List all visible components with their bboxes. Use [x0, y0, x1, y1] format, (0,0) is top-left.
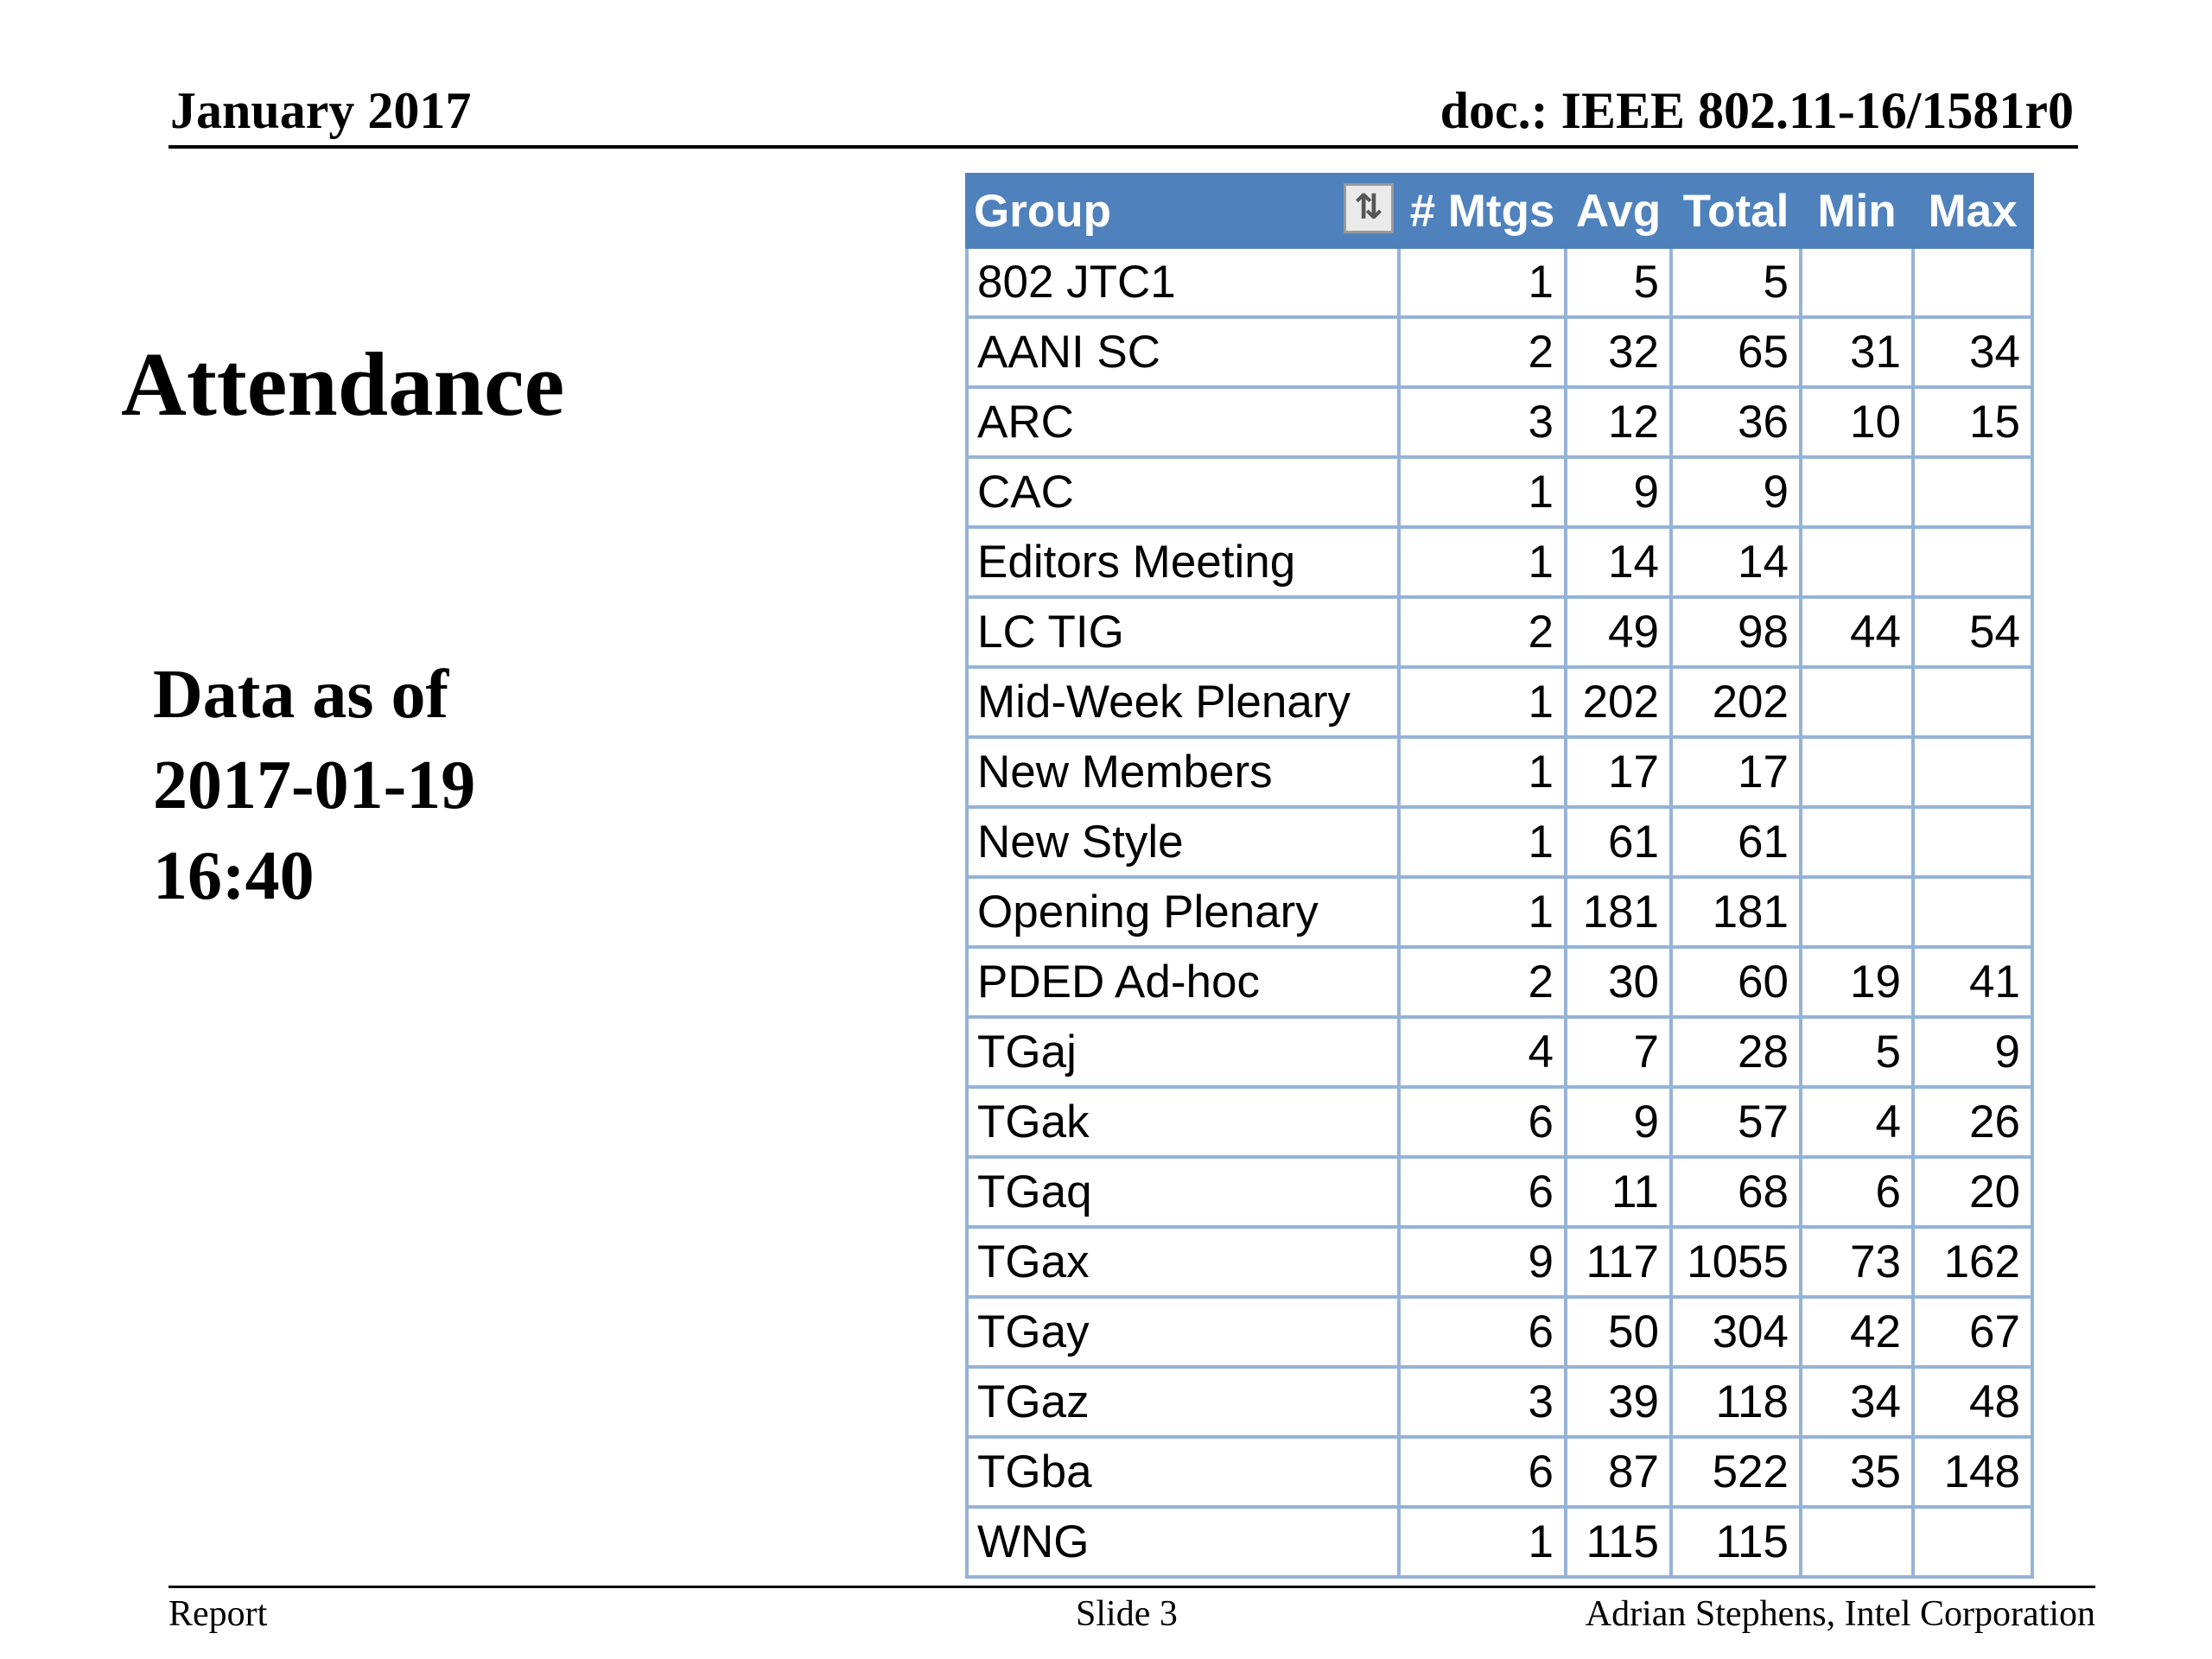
cell-avg: 5 [1566, 247, 1671, 317]
cell-group: 802 JTC1 [967, 247, 1399, 317]
footer-slide-number: Slide 3 [1076, 1594, 1178, 1634]
cell-group: New Members [967, 737, 1399, 807]
table-row [967, 807, 2032, 877]
cell-avg: 30 [1566, 947, 1671, 1017]
footer-rule [168, 1586, 2095, 1588]
footer-author: Adrian Stephens, Intel Corporation [1585, 1594, 2095, 1634]
cell-mtgs: 1 [1399, 527, 1566, 597]
cell-max: 162 [1913, 1227, 2032, 1297]
cell-max [1913, 737, 2032, 807]
header-rule [168, 145, 2078, 149]
cell-min [1801, 247, 1913, 317]
cell-mtgs: 3 [1399, 1367, 1566, 1437]
column-header-label: Group [974, 185, 1111, 237]
table-row [967, 737, 2032, 807]
cell-mtgs: 1 [1399, 247, 1566, 317]
cell-min: 31 [1801, 317, 1913, 387]
table-row [967, 1367, 2032, 1437]
filter-sort-icon[interactable]: ⇅ [1344, 183, 1394, 233]
column-header-group[interactable] [967, 175, 1399, 247]
cell-max: 20 [1913, 1157, 2032, 1227]
cell-min: 5 [1801, 1017, 1913, 1087]
table-row [967, 1507, 2032, 1577]
cell-group: TGaj [967, 1017, 1399, 1087]
cell-mtgs: 2 [1399, 317, 1566, 387]
cell-mtgs: 6 [1399, 1437, 1566, 1507]
cell-min [1801, 877, 1913, 947]
cell-mtgs: 1 [1399, 877, 1566, 947]
cell-group: WNG [967, 1507, 1399, 1577]
cell-min: 4 [1801, 1087, 1913, 1157]
cell-total: 98 [1671, 597, 1801, 667]
cell-group: ARC [967, 387, 1399, 457]
data-as-of-line: Data as of [153, 657, 449, 733]
cell-max [1913, 527, 2032, 597]
cell-min [1801, 737, 1913, 807]
cell-max: 41 [1913, 947, 2032, 1017]
cell-total: 57 [1671, 1087, 1801, 1157]
cell-avg: 50 [1566, 1297, 1671, 1367]
cell-total: 60 [1671, 947, 1801, 1017]
cell-total: 9 [1671, 457, 1801, 527]
cell-mtgs: 4 [1399, 1017, 1566, 1087]
cell-max [1913, 247, 2032, 317]
cell-min: 73 [1801, 1227, 1913, 1297]
cell-group: TGba [967, 1437, 1399, 1507]
table-row [967, 947, 2032, 1017]
cell-max [1913, 807, 2032, 877]
cell-avg: 61 [1566, 807, 1671, 877]
cell-mtgs: 9 [1399, 1227, 1566, 1297]
cell-avg: 32 [1566, 317, 1671, 387]
cell-group: Opening Plenary [967, 877, 1399, 947]
attendance-table [965, 173, 2034, 1579]
cell-min: 6 [1801, 1157, 1913, 1227]
cell-total: 28 [1671, 1017, 1801, 1087]
cell-max [1913, 1507, 2032, 1577]
table-row [967, 1227, 2032, 1297]
cell-min [1801, 807, 1913, 877]
cell-min: 10 [1801, 387, 1913, 457]
header-date: January 2017 [170, 82, 472, 139]
cell-total: 304 [1671, 1297, 1801, 1367]
cell-max: 15 [1913, 387, 2032, 457]
table-row [967, 1087, 2032, 1157]
cell-mtgs: 1 [1399, 667, 1566, 737]
data-as-of-date: 2017-01-19 [153, 747, 476, 823]
cell-min: 35 [1801, 1437, 1913, 1507]
table-row [967, 317, 2032, 387]
table-row [967, 1297, 2032, 1367]
cell-max: 26 [1913, 1087, 2032, 1157]
cell-mtgs: 1 [1399, 807, 1566, 877]
table-row [967, 597, 2032, 667]
cell-avg: 115 [1566, 1507, 1671, 1577]
cell-max: 48 [1913, 1367, 2032, 1437]
cell-avg: 9 [1566, 1087, 1671, 1157]
cell-max: 67 [1913, 1297, 2032, 1367]
cell-total: 68 [1671, 1157, 1801, 1227]
cell-min: 19 [1801, 947, 1913, 1017]
table-row [967, 1437, 2032, 1507]
cell-total: 1055 [1671, 1227, 1801, 1297]
cell-min: 42 [1801, 1297, 1913, 1367]
cell-group: LC TIG [967, 597, 1399, 667]
cell-max [1913, 667, 2032, 737]
table-row [967, 457, 2032, 527]
cell-total: 36 [1671, 387, 1801, 457]
cell-group: CAC [967, 457, 1399, 527]
cell-max [1913, 877, 2032, 947]
table-row [967, 1017, 2032, 1087]
cell-min: 34 [1801, 1367, 1913, 1437]
cell-avg: 12 [1566, 387, 1671, 457]
column-header-mtgs[interactable]: # Mtgs [1399, 175, 1566, 247]
cell-total: 118 [1671, 1367, 1801, 1437]
cell-avg: 117 [1566, 1227, 1671, 1297]
footer-left: Report [168, 1594, 268, 1634]
cell-mtgs: 1 [1399, 1507, 1566, 1577]
cell-avg: 17 [1566, 737, 1671, 807]
table-row [967, 527, 2032, 597]
cell-total: 14 [1671, 527, 1801, 597]
cell-group: TGax [967, 1227, 1399, 1297]
table-row [967, 877, 2032, 947]
cell-max: 54 [1913, 597, 2032, 667]
cell-mtgs: 1 [1399, 737, 1566, 807]
cell-min [1801, 527, 1913, 597]
table-row [967, 1157, 2032, 1227]
cell-avg: 202 [1566, 667, 1671, 737]
cell-total: 65 [1671, 317, 1801, 387]
cell-max [1913, 457, 2032, 527]
cell-avg: 87 [1566, 1437, 1671, 1507]
cell-avg: 14 [1566, 527, 1671, 597]
cell-min: 44 [1801, 597, 1913, 667]
cell-avg: 7 [1566, 1017, 1671, 1087]
cell-total: 522 [1671, 1437, 1801, 1507]
cell-avg: 11 [1566, 1157, 1671, 1227]
cell-group: TGaq [967, 1157, 1399, 1227]
data-as-of-time: 16:40 [153, 838, 315, 914]
cell-mtgs: 3 [1399, 387, 1566, 457]
column-header-max[interactable]: Max [1913, 175, 2032, 247]
cell-min [1801, 457, 1913, 527]
cell-group: AANI SC [967, 317, 1399, 387]
cell-total: 202 [1671, 667, 1801, 737]
slide-title: Attendance [121, 334, 565, 435]
column-header-avg[interactable]: Avg [1566, 175, 1671, 247]
cell-total: 5 [1671, 247, 1801, 317]
cell-avg: 39 [1566, 1367, 1671, 1437]
cell-group: PDED Ad-hoc [967, 947, 1399, 1017]
cell-min [1801, 667, 1913, 737]
table-row [967, 387, 2032, 457]
cell-group: TGak [967, 1087, 1399, 1157]
data-as-of [153, 650, 475, 922]
cell-mtgs: 2 [1399, 947, 1566, 1017]
cell-group: Editors Meeting [967, 527, 1399, 597]
cell-mtgs: 1 [1399, 457, 1566, 527]
cell-total: 181 [1671, 877, 1801, 947]
header-doc-id: doc.: IEEE 802.11-16/1581r0 [1440, 82, 2074, 139]
cell-total: 115 [1671, 1507, 1801, 1577]
table-row [967, 247, 2032, 317]
table-row [967, 667, 2032, 737]
cell-total: 17 [1671, 737, 1801, 807]
cell-group: TGaz [967, 1367, 1399, 1437]
column-header-min[interactable]: Min [1801, 175, 1913, 247]
cell-mtgs: 2 [1399, 597, 1566, 667]
table-header-row [967, 175, 2032, 247]
cell-max: 34 [1913, 317, 2032, 387]
cell-max: 148 [1913, 1437, 2032, 1507]
cell-avg: 9 [1566, 457, 1671, 527]
cell-avg: 49 [1566, 597, 1671, 667]
cell-mtgs: 6 [1399, 1297, 1566, 1367]
cell-group: New Style [967, 807, 1399, 877]
cell-group: TGay [967, 1297, 1399, 1367]
cell-avg: 181 [1566, 877, 1671, 947]
cell-min [1801, 1507, 1913, 1577]
table-body [967, 247, 2032, 1577]
cell-mtgs: 6 [1399, 1087, 1566, 1157]
cell-mtgs: 6 [1399, 1157, 1566, 1227]
cell-max: 9 [1913, 1017, 2032, 1087]
cell-total: 61 [1671, 807, 1801, 877]
column-header-total[interactable]: Total [1671, 175, 1801, 247]
cell-group: Mid-Week Plenary [967, 667, 1399, 737]
